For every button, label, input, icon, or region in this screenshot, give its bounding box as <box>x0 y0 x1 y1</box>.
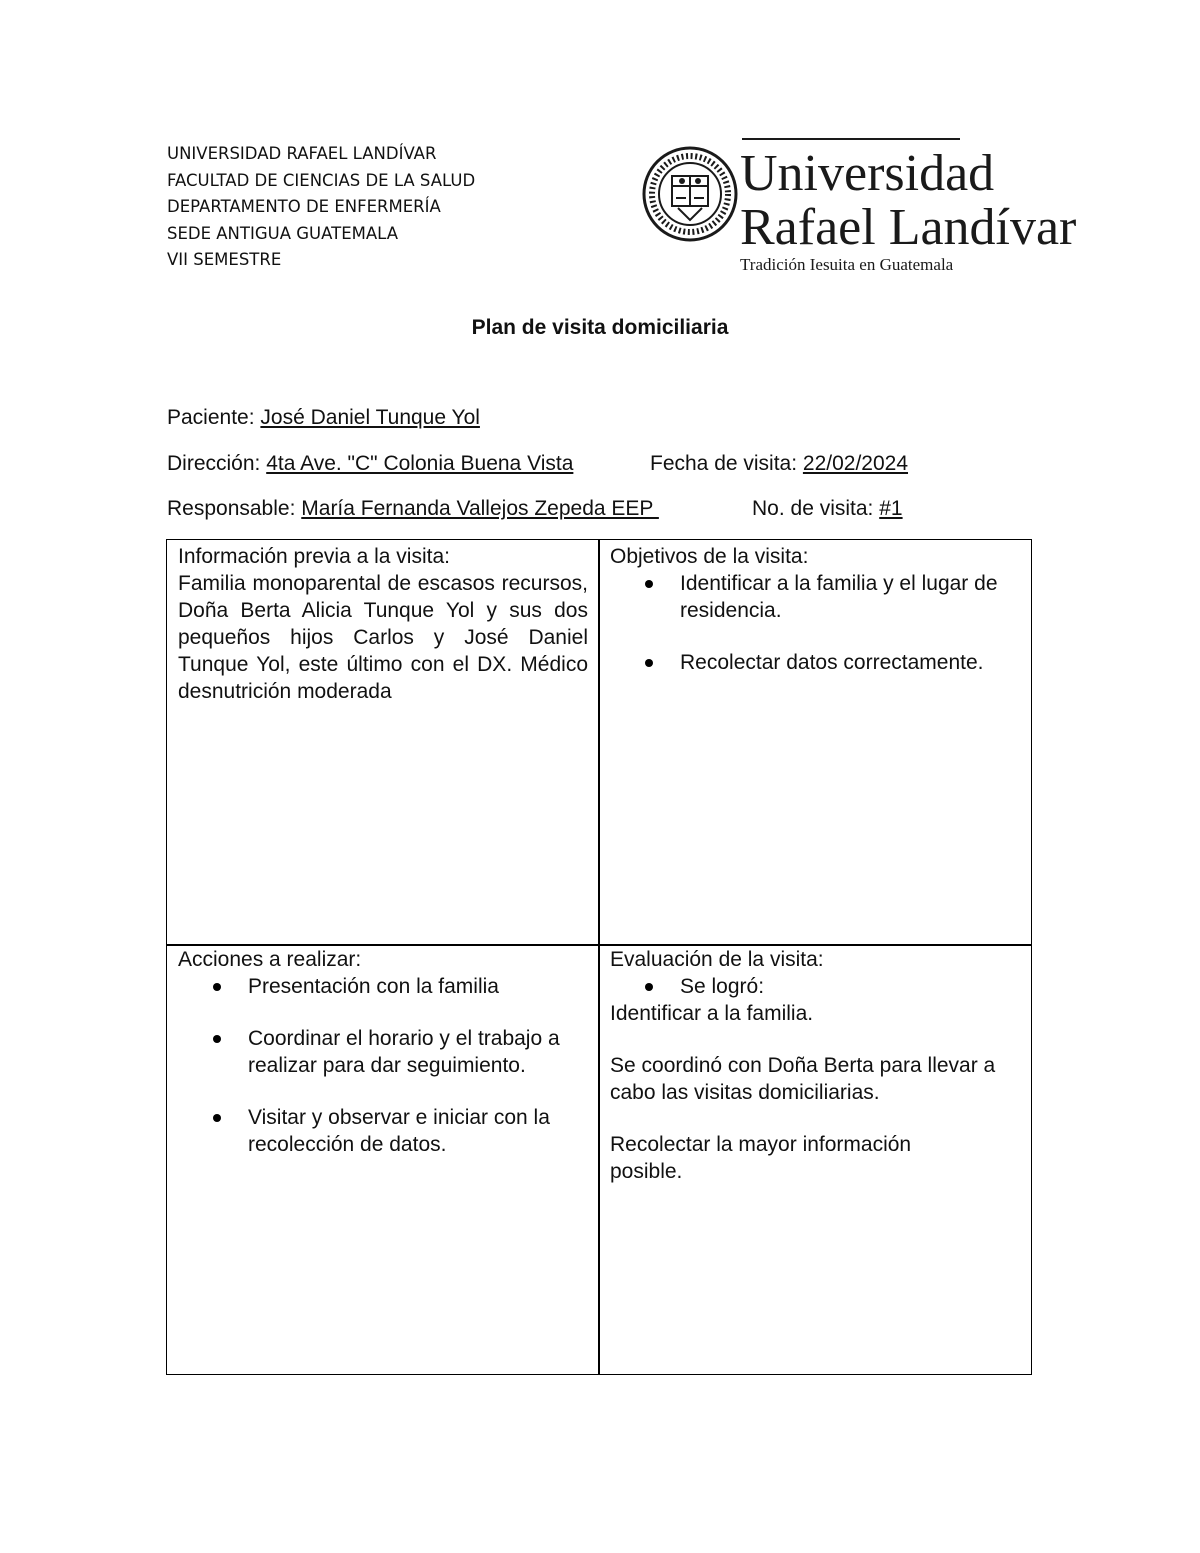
fecha-label: Fecha de visita: <box>650 452 803 475</box>
evaluacion-paragraph: Recolectar la mayor información posible. <box>610 1133 912 1183</box>
header-line-university: UNIVERSIDAD RAFAEL LANDÍVAR <box>167 144 437 163</box>
bullet-icon <box>213 983 221 991</box>
logo-tagline: Tradición Iesuita en Guatemala <box>740 255 954 274</box>
cell-info-previa <box>178 543 588 705</box>
logo-wordmark-line2: Rafael Landívar <box>740 199 1077 256</box>
objetivos-heading: Objetivos de la visita: <box>610 545 809 568</box>
evaluacion-paragraph: Identificar a la familia. <box>610 1002 814 1025</box>
evaluacion-heading: Evaluación de la visita: <box>610 948 824 971</box>
responsable-field <box>167 497 659 521</box>
header-line-department: DEPARTAMENTO DE ENFERMERÍA <box>167 197 441 216</box>
direccion-label: Dirección: <box>167 452 267 475</box>
header-line-faculty: FACULTAD DE CIENCIAS DE LA SALUD <box>167 170 476 190</box>
accion-item: Coordinar el horario y el trabajo a realizar para dar seguimiento. <box>178 1025 588 1079</box>
objetivo-item: Recolectar datos correctamente. <box>610 649 1026 676</box>
acciones-list <box>178 973 588 1158</box>
evaluacion-list <box>610 973 1026 1000</box>
responsable-label: Responsable: <box>167 497 302 520</box>
institution-header <box>167 141 475 274</box>
bullet-icon <box>213 1114 221 1122</box>
header-line-campus: SEDE ANTIGUA GUATEMALA <box>167 223 398 243</box>
paciente-field <box>167 406 480 430</box>
visita-value: #1 <box>879 497 903 520</box>
bullet-icon <box>645 659 653 667</box>
header-line-semester: VII SEMESTRE <box>167 250 282 269</box>
visita-field <box>752 497 903 521</box>
cell-acciones <box>178 946 588 1158</box>
university-seal-icon <box>644 148 736 240</box>
accion-item: Presentación con la familia <box>178 973 588 1000</box>
cell-evaluacion <box>610 946 1026 1185</box>
university-logo <box>642 136 1077 276</box>
cell-objetivos <box>610 543 1026 676</box>
paciente-value: José Daniel Tunque Yol <box>260 406 480 429</box>
fecha-value: 22/02/2024 <box>802 452 909 475</box>
objetivo-item: Identificar a la familia y el lugar de residencia. <box>610 570 1026 624</box>
info-previa-heading: Información previa a la visita: <box>178 545 450 568</box>
info-previa-body: Familia monoparental de escasos recursos, Doña Berta Alicia Tunque Yol y sus dos pequeños hijos Carlos y José Daniel Tunque Yol, este último con el DX. Médico desnutrición moderada <box>178 572 588 703</box>
acciones-heading: Acciones a realizar: <box>178 948 362 971</box>
accion-item: Visitar y observar e iniciar con la recolección de datos. <box>178 1104 588 1158</box>
page-title: Plan de visita domiciliaria <box>471 316 729 339</box>
paciente-label: Paciente: <box>167 406 261 429</box>
bullet-icon <box>645 983 653 991</box>
evaluacion-bullet: Se logró: <box>610 973 1026 1000</box>
direccion-field <box>167 452 573 476</box>
visita-label: No. de visita: <box>752 497 880 520</box>
direccion-value: 4ta Ave. "C" Colonia Buena Vista <box>266 452 574 475</box>
objetivos-list <box>610 570 1026 676</box>
logo-wordmark-line1: Universidad <box>740 145 995 202</box>
bullet-icon <box>645 580 653 588</box>
table-column-divider <box>598 539 600 1375</box>
bullet-icon <box>213 1035 221 1043</box>
evaluacion-paragraph: Se coordinó con Doña Berta para llevar a cabo las visitas domiciliarias. <box>610 1054 996 1104</box>
fecha-field <box>650 452 908 476</box>
responsable-value: María Fernanda Vallejos Zepeda EEP <box>301 497 659 520</box>
